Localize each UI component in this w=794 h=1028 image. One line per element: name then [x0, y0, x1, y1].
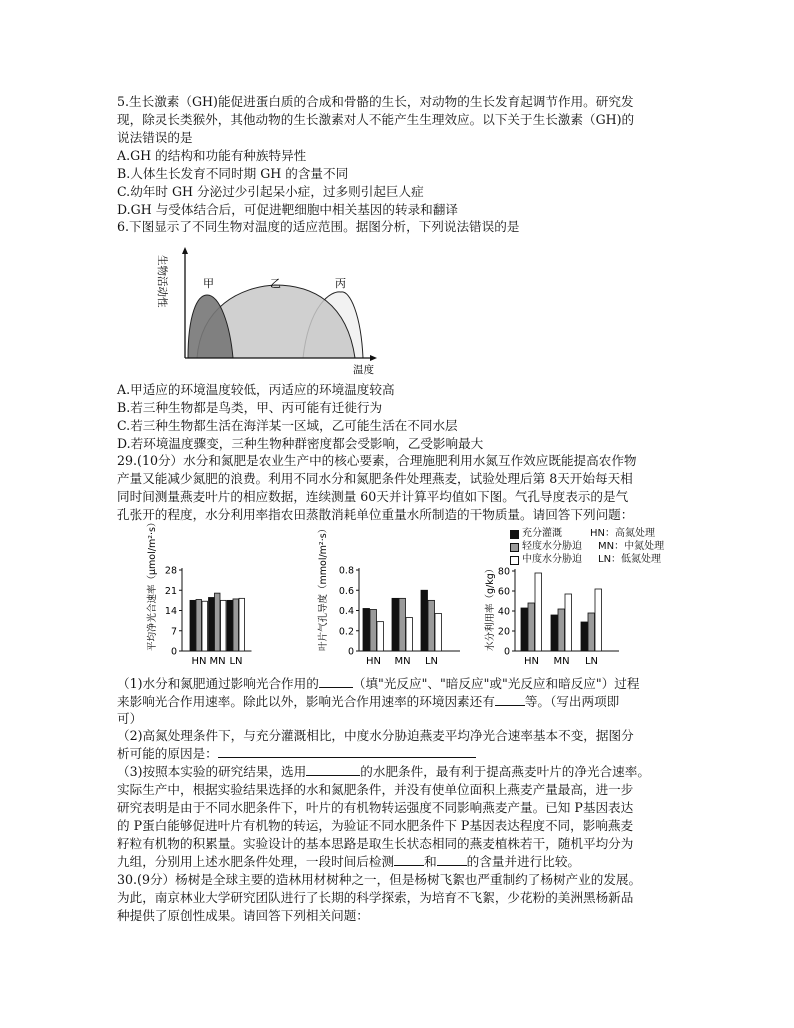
bar-hn-series-2	[370, 609, 377, 651]
bar-ln-series-2	[233, 599, 239, 651]
chart-stomatal-conductance	[316, 523, 451, 670]
q30-line-3: 种提供了原创性成果。请回答下列相关问题：	[117, 908, 369, 923]
label-jia: 甲	[203, 277, 214, 290]
q29-sub2-part-a: 析可能的原因是：	[117, 746, 218, 761]
x-category-label: LN	[584, 656, 599, 667]
y-tick-label: 0.4	[338, 606, 354, 617]
q29-sub3-line-5: 籽粒有机物的积累量。实验设计的基本思路是取生长状态相同的燕麦植株若干，随机平均分为	[117, 836, 634, 851]
bar-ln-series-3	[595, 589, 602, 651]
y-tick-label: 0	[170, 646, 177, 658]
figure-xlabel: 温度	[353, 364, 374, 376]
label-bing: 丙	[335, 277, 346, 290]
y-tick-label: 21	[164, 585, 177, 597]
bar-ln-series-1	[421, 590, 428, 651]
x-category-label: MN	[394, 656, 411, 667]
answer-blank-6[interactable]	[437, 853, 467, 866]
q29-sub1-part-c: 来影响光合作用速率。除此以外，影响光合作用速率的环境因素还有	[117, 694, 495, 709]
bar-mn-series-3	[565, 594, 572, 651]
q29-sub1-line-3: 可）	[117, 711, 143, 726]
q5-option-b: B.人体生长发育不同时期 GH 的含量不同	[117, 166, 349, 181]
y-axis-label: 平均净光合速率（μmol/m²·s）	[147, 517, 158, 651]
bar-mn-series-2	[215, 593, 221, 651]
bar-hn-series-2	[196, 600, 202, 651]
bar-ln-series-3	[435, 614, 442, 651]
bar-ln-series-2	[428, 600, 435, 651]
q29-sub3-line-3: 研究表明是由于不同水肥条件下，叶片的有机物转运强度不同影响燕麦产量。已知 P基因表达	[117, 800, 634, 815]
q29-sub3-part-b: 的水肥条件，最有利于提高燕麦叶片的净光合速率。	[360, 764, 650, 779]
q5-option-c: C.幼年时 GH 分泌过少引起呆小症，过多则引起巨人症	[117, 184, 424, 199]
bar-hn-series-1	[190, 600, 196, 651]
legend-swatch-moderate	[510, 556, 519, 565]
bar-ln-series-1	[227, 600, 233, 651]
x-category-label: HN	[191, 656, 207, 667]
y-tick-label: 28	[164, 565, 177, 577]
bar-hn-series-1	[521, 608, 528, 651]
q30-line-1: 30.(9分）杨树是全球主要的造林用材树种之一，但是杨树飞絮也严重制约了杨树产业的发展。	[117, 872, 642, 887]
q29-sub1-line-1	[117, 675, 639, 692]
q29-sub3-line-4: 的 P蛋白能够促进叶片有机物的转运，为验证不同水肥条件下 P基因表达程度不同，影响燕麦	[117, 818, 634, 833]
q29-sub3-part-a: （3)按照本实验的研究结果，选用	[117, 764, 307, 779]
q29-intro-3: 同时间测量燕麦叶片的相应数据，连续测量 60天并计算平均值如下图。气孔导度表示的是气	[117, 489, 629, 504]
chart-legend	[510, 527, 670, 566]
q30-line-2: 为此，南京林业大学研究团队进行了长期的科学探索，为培育不飞絮，少花粉的美洲黑杨新品	[117, 890, 634, 905]
y-axis-arrow	[182, 247, 188, 254]
bar-mn-series-1	[551, 615, 558, 651]
q6-option-c: C.若三种生物都生活在海洋某一区域，乙可能生活在不同水层	[117, 418, 458, 433]
q6-option-a: A.甲适应的环境温度较低，丙适应的环境温度较高	[117, 382, 395, 397]
chart-net-photosynthesis	[145, 517, 243, 670]
q29-intro-1: 29.(10分）水分和氮肥是农业生产中的核心要素，合理施肥利用水氮互作效应既能提高农作物	[117, 453, 637, 468]
q5-stem-line-1: 5.生长激素（GH)能促进蛋白质的合成和骨骼的生长，对动物的生长发育起调节作用。研究发	[117, 94, 634, 109]
y-tick-label: 0.2	[338, 626, 354, 638]
legend-water-full: 充分灌溉	[522, 528, 562, 539]
x-category-label: HN	[524, 656, 539, 667]
x-category-label: HN	[366, 656, 381, 667]
bar-mn-series-1	[209, 597, 215, 651]
legend-ln: LN：低氮处理	[598, 554, 662, 565]
answer-blank-5[interactable]	[394, 853, 424, 866]
y-tick-label: 14	[164, 606, 177, 617]
bar-ln-series-1	[581, 622, 588, 651]
q29-sub3-part-d: 和	[424, 854, 437, 869]
q5-stem-line-2: 现，除灵长类猴外，其他动物的生长激素对人不能产生生理效应。以下关于生长激素（GH)的	[117, 112, 635, 127]
legend-hn: HN：高氮处理	[590, 528, 655, 539]
answer-blank-3[interactable]	[218, 745, 476, 758]
q29-sub3-line-2: 实际生产中，根据实验结果选择的水和氮肥条件，并没有使单位面积上燕麦产量最高，进一步	[117, 782, 634, 797]
answer-blank-4[interactable]	[306, 763, 360, 776]
bar-ln-series-2	[588, 613, 595, 651]
q29-sub3-part-c: 九组，分别用上述水肥条件处理，一段时间后检测	[117, 854, 395, 869]
y-tick-label: 80	[497, 566, 510, 578]
x-category-label: MN	[209, 656, 226, 667]
bar-hn-series-3	[377, 622, 384, 651]
x-category-label: LN	[229, 656, 243, 667]
y-tick-label: 0	[503, 646, 510, 658]
x-category-label: LN	[424, 656, 439, 667]
legend-swatch-full	[510, 530, 519, 539]
q6-option-d: D.若环境温度骤变，三种生物种群密度都会受影响，乙受影响最大	[117, 436, 484, 451]
y-tick-label: 0	[347, 646, 354, 658]
x-axis-arrow	[370, 355, 377, 361]
q6-option-b: B.若三种生物都是鸟类，甲、丙可能有迁徙行为	[117, 400, 383, 415]
q5-stem-line-3: 说法错误的是	[117, 130, 193, 145]
legend-swatch-mild	[510, 543, 519, 552]
answer-blank-1[interactable]	[319, 675, 353, 688]
y-tick-label: 60	[497, 586, 510, 598]
bar-mn-series-2	[399, 598, 406, 651]
q29-sub3-line-6	[117, 853, 580, 870]
answer-blank-2[interactable]	[495, 693, 525, 706]
bar-ln-series-3	[239, 598, 245, 651]
q29-intro-4: 孔张开的程度，水分利用率指农田蒸散消耗单位重量水所制造的干物质量。请回答下列问题：	[117, 507, 634, 522]
y-tick-label: 0.6	[338, 585, 354, 597]
legend-row-1	[510, 527, 670, 540]
bar-hn-series-2	[528, 603, 535, 651]
q29-sub1-part-d: 等。（写出两项即	[524, 694, 620, 709]
q6-stem: 6.下图显示了不同生物对温度的适应范围。据图分析，下列说法错误的是	[117, 219, 520, 234]
bar-hn-series-1	[363, 608, 370, 651]
y-axis-label: 叶片气孔导度（mmol/m²·s）	[318, 523, 329, 651]
legend-water-moderate: 中度水分胁迫	[522, 554, 582, 565]
bar-mn-series-1	[392, 598, 399, 651]
q29-sub1-part-b: （填"光反应"、"暗反应"或"光反应和暗反应"）过程	[352, 676, 640, 691]
legend-mn: MN：中氮处理	[598, 541, 665, 552]
q29-sub3-part-e: 的含量并进行比较。	[466, 854, 580, 869]
q29-intro-2: 产量又能减少氮肥的浪费。利用不同水分和氮肥条件处理燕麦，试验处理后第 8天开始每天相	[117, 471, 633, 486]
y-tick-label: 40	[497, 606, 510, 618]
y-tick-label: 20	[497, 626, 510, 638]
q29-sub2-line-1: （2)高氮处理条件下，与充分灌溉相比，中度水分胁迫燕麦平均净光合速率基本不变，据图分	[117, 728, 634, 743]
bar-hn-series-3	[202, 601, 208, 651]
bar-hn-series-3	[535, 573, 542, 651]
label-yi: 乙	[270, 277, 281, 290]
legend-row-2	[510, 540, 670, 553]
q29-sub3-line-1	[117, 763, 650, 780]
y-tick-label: 7	[170, 626, 177, 638]
temperature-adaptation-figure	[145, 245, 385, 377]
y-axis-label: 水分利用率（g/kg）	[485, 563, 496, 651]
legend-water-mild: 轻度水分胁迫	[522, 541, 582, 552]
bar-mn-series-2	[558, 609, 565, 651]
q5-option-d: D.GH 与受体结合后，可促进靶细胞中相关基因的转录和翻译	[117, 202, 458, 217]
q5-option-a: A.GH 的结构和功能有种族特异性	[117, 148, 307, 163]
bar-mn-series-3	[406, 618, 413, 651]
chart-water-use-efficiency	[483, 565, 618, 670]
figure-ylabel: 生物活动性	[156, 255, 168, 308]
x-category-label: MN	[553, 656, 570, 667]
q29-sub2-line-2	[117, 745, 476, 762]
q29-sub1-part-a: （1)水分和氮肥通过影响光合作用的	[117, 676, 319, 691]
bar-mn-series-3	[221, 600, 227, 651]
q29-sub1-line-2	[117, 693, 619, 710]
y-tick-label: 0.8	[338, 565, 354, 577]
